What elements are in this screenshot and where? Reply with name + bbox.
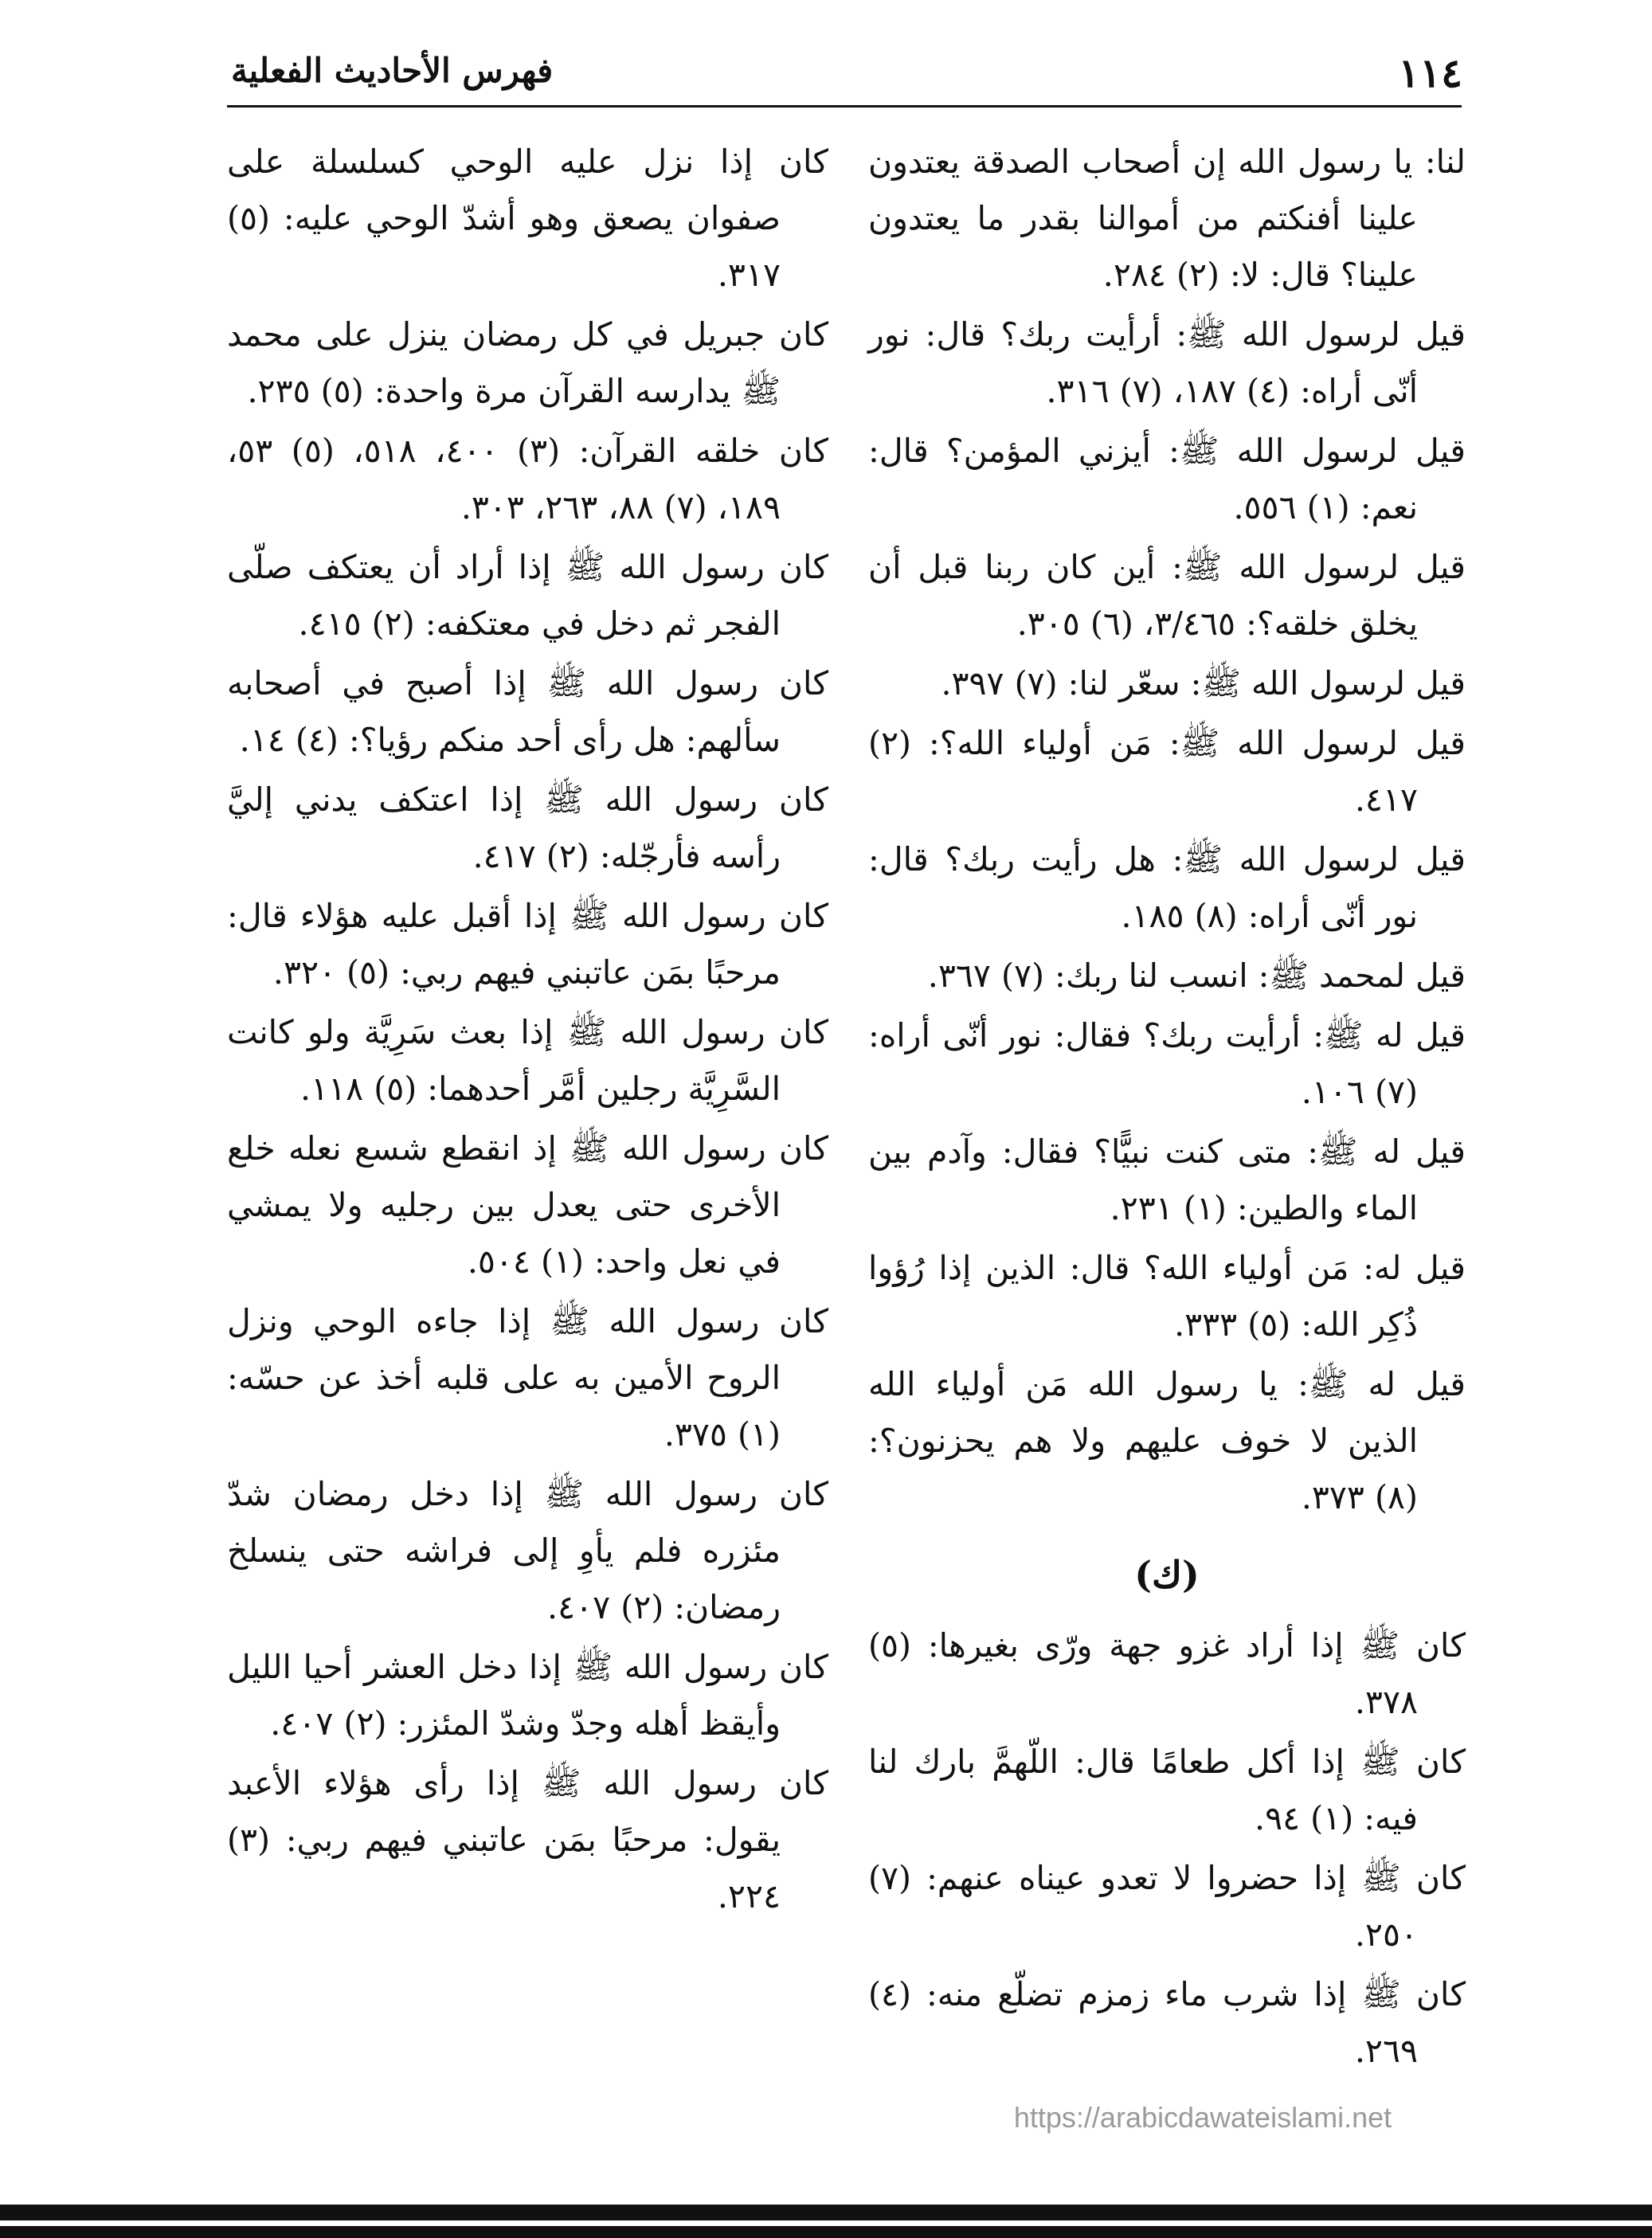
bottom-scan-border (0, 2205, 1652, 2220)
section-heading: (ك) (1134, 1553, 1200, 1596)
header-rule (227, 105, 1462, 108)
page-number: ١١٤ (1398, 49, 1462, 96)
index-entry: كان جبريل في كل رمضان ينزل على محمد ﷺ يدارسه القرآن مرة واحدة: (٥) ٢٣٥. (227, 315, 828, 410)
index-entry: كان رسول الله ﷺ إذا دخل رمضان شدّ مئزره فلم يأوِ إلى فراشه حتى ينسلخ رمضان: (٢) ٤٠٧. (227, 1475, 828, 1626)
index-entry: كان رسول الله ﷺ إذا أصبح في أصحابه سألهم: هل رأى أحد منكم رؤيا؟: (٤) ١٤. (227, 664, 828, 759)
index-entry: قيل لرسول الله ﷺ: هل رأيت ربك؟ قال: نور أنّى أراه: (٨) ١٨٥. (868, 840, 1466, 935)
page-header (231, 49, 1462, 105)
watermark-url: https://arabicdawateislami.net (1013, 2101, 1392, 2134)
index-entry: قيل له ﷺ: متى كنت نبيًّا؟ فقال: وآدم بين الماء والطين: (١) ٢٣١. (868, 1133, 1466, 1227)
index-entry: قيل له ﷺ: يا رسول الله مَن أولياء الله الذين لا خوف عليهم ولا هم يحزنون؟: (٨) ٣٧٣. (868, 1365, 1466, 1516)
index-entry: كان رسول الله ﷺ إذا بعث سَرِيَّة ولو كانت السَّرِيَّة رجلين أمَّر أحدهما: (٥) ١١٨. (227, 1013, 828, 1108)
index-entry: كان رسول الله ﷺ إذا أقبل عليه هؤلاء قال: مرحبًا بمَن عاتبني فيهم ربي: (٥) ٣٢٠. (227, 897, 828, 992)
index-entry: قيل لرسول الله ﷺ: أرأيت ربك؟ قال: نور أنّى أراه: (٤) ١٨٧، (٧) ٣١٦. (868, 315, 1466, 410)
index-entry: قيل لمحمد ﷺ: انسب لنا ربك: (٧) ٣٦٧. (927, 957, 1466, 995)
index-entry: كان خلقه القرآن: (٣) ٤٠٠، ٥١٨، (٥) ٥٣، ١٨٩، (٧) ٨٨، ٢٦٣، ٣٠٣. (227, 432, 829, 526)
index-entry: لنا: يا رسول الله إن أصحاب الصدقة يعتدون علينا أفنكتم من أموالنا بقدر ما يعتدون علينا؟ قال: لا: (٢) ٢٨٤. (868, 143, 1466, 294)
index-entry: كان رسول الله ﷺ إذا رأى هؤلاء الأعبد يقول: مرحبًا بمَن عاتبني فيهم ربي: (٣) ٢٢٤. (227, 1764, 828, 1915)
index-entry: قيل لرسول الله ﷺ: مَن أولياء الله؟: (٢) ٤١٧. (868, 724, 1466, 819)
index-entry: كان رسول الله ﷺ إذا اعتكف يدني إليَّ رأسه فأرجّله: (٢) ٤١٧. (227, 781, 828, 875)
index-entry: كان ﷺ إذا أكل طعامًا قال: اللّهمَّ بارك لنا فيه: (١) ٩٤. (868, 1743, 1466, 1837)
index-entry: قيل له: مَن أولياء الله؟ قال: الذين إذا رُؤوا ذُكِر الله: (٥) ٣٣٣. (868, 1249, 1466, 1344)
index-entry: كان رسول الله ﷺ إذا دخل العشر أحيا الليل وأيقظ أهله وجدّ وشدّ المئزر: (٢) ٤٠٧. (227, 1648, 828, 1743)
index-entry: كان رسول الله ﷺ إذا أراد أن يعتكف صلّى الفجر ثم دخل في معتكفه: (٢) ٤١٥. (227, 548, 828, 643)
index-entry: قيل لرسول الله ﷺ: أين كان ربنا قبل أن يخلق خلقه؟: ٣/٤٦٥، (٦) ٣٠٥. (868, 548, 1466, 643)
index-entry: قيل لرسول الله ﷺ: أيزني المؤمن؟ قال: نعم: (١) ٥٥٦. (868, 432, 1466, 526)
index-entry: قيل لرسول الله ﷺ: سعّر لنا: (٧) ٣٩٧. (941, 664, 1466, 702)
running-title: فهرس الأحاديث الفعلية (231, 51, 554, 90)
index-entry: كان ﷺ إذا شرب ماء زمزم تضلّع منه: (٤) ٢٦٩. (868, 1975, 1466, 2070)
bottom-scan-border (0, 2226, 1652, 2238)
index-entry: قيل له ﷺ: أرأيت ربك؟ فقال: نور أنّى أراه: (٧) ١٠٦. (868, 1016, 1466, 1111)
index-entry: كان إذا نزل عليه الوحي كسلسلة على صفوان يصعق وهو أشدّ الوحي عليه: (٥) ٣١٧. (227, 143, 828, 294)
right-column (868, 134, 1466, 2083)
index-entry: كان ﷺ إذا حضروا لا تعدو عيناه عنهم: (٧) ٢٥٠. (868, 1859, 1466, 1954)
left-column (227, 134, 828, 1928)
index-entry: كان ﷺ إذا أراد غزو جهة ورّى بغيرها: (٥) ٣٧٨. (868, 1626, 1466, 1721)
index-entry: كان رسول الله ﷺ إذا جاءه الوحي ونزل الروح الأمين به على قلبه أخذ عن حسّه: (١) ٣٧٥. (227, 1302, 828, 1454)
index-entry: كان رسول الله ﷺ إذ انقطع شسع نعله خلع الأخرى حتى يعدل بين رجليه ولا يمشي في نعل واحد: (١) ٥٠٤. (227, 1129, 828, 1281)
